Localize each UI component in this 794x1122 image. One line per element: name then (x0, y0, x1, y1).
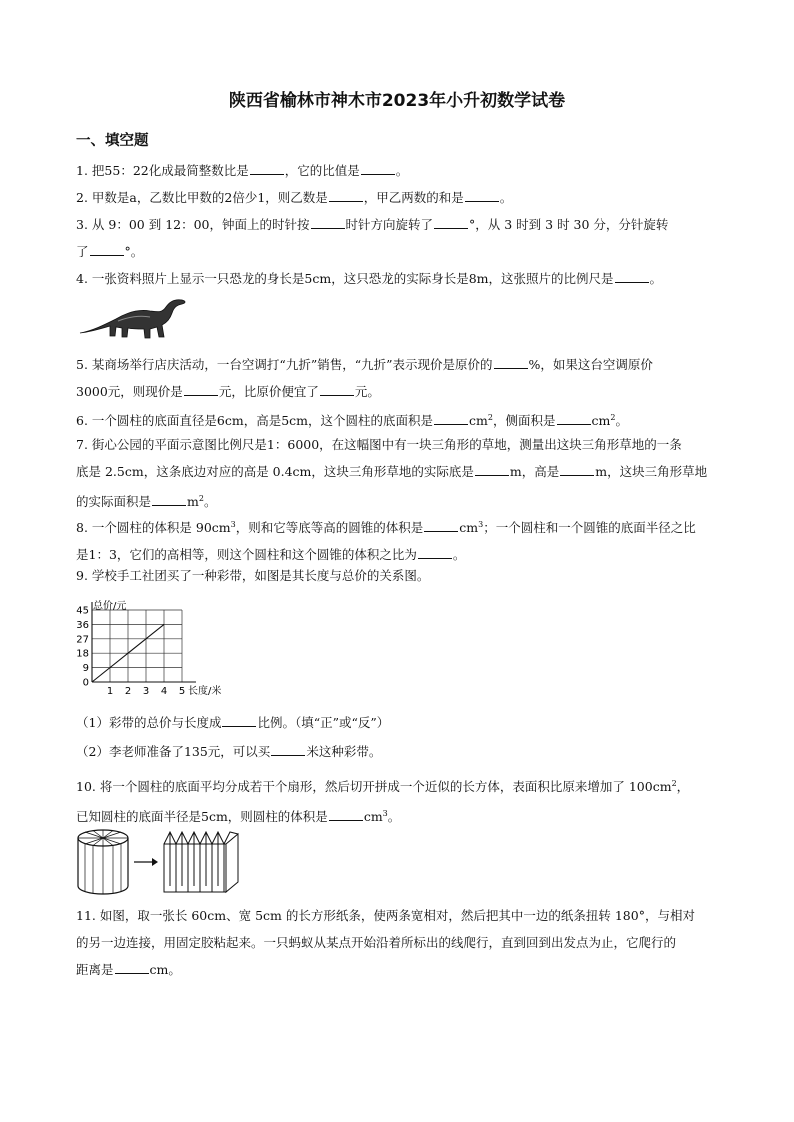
answer-blank[interactable] (271, 743, 305, 756)
question-4: 4. 一张资料照片上显示一只恐龙的身长是5cm，这只恐龙的实际身长是8m，这张照片的比例尺是 。 (76, 271, 663, 286)
answer-blank[interactable] (494, 356, 528, 369)
answer-blank[interactable] (418, 546, 452, 559)
question-9-part-2: （2）李老师准备了135元，可以买 米这种彩带。 (76, 744, 382, 759)
dinosaur-icon (78, 297, 188, 341)
question-10: 10. 将一个圆柱的底面平均分成若干个扇形，然后切开拼成一个近似的长方体，表面积比原来增加了 $100cm^2$， 已知圆柱的底面半径是5cm，则圆柱的体积是 $cm^3$。 (76, 779, 690, 825)
y-tick-label: 0 (82, 677, 89, 689)
answer-blank[interactable] (424, 519, 458, 532)
question-5: 5. 某商场举行店庆活动，一台空调打“九折”销售，“九折”表示现价是原价的 %，如果这台空调原价 3000元，则现价是 元，比原价便宜了 元。 (76, 357, 653, 399)
question-8: 8. 一个圆柱的体积是 $90cm^3$，则和它等底等高的圆锥的体积是 $cm^3$；一个圆柱和一个圆锥的底面半径之比 是1：3，它们的高相等，则这个圆柱和这个圆锥的体积之比为 。 (76, 520, 696, 563)
question-9: 9. 学校手工社团买了一种彩带，如图是其长度与总价的关系图。 (76, 568, 430, 583)
question-2: 2. 甲数是a，乙数比甲数的2倍少1，则乙数是 ，甲乙两数的和是 。 (76, 190, 513, 205)
page-title: 陕西省榆林市神木市2023年小升初数学试卷 (228, 91, 566, 111)
answer-blank[interactable] (152, 493, 186, 506)
answer-blank[interactable] (434, 412, 468, 425)
answer-blank[interactable] (184, 383, 218, 396)
y-axis-label: 总价/元 (93, 601, 127, 612)
cuboid-icon (164, 832, 238, 892)
right-arrow-icon (134, 858, 158, 866)
x-tick-label: 1 (106, 686, 114, 697)
cylinder-icon (78, 830, 128, 894)
y-tick-label: 18 (76, 648, 89, 660)
x-tick-label: 2 (124, 686, 132, 697)
answer-blank[interactable] (320, 383, 354, 396)
answer-blank[interactable] (311, 216, 345, 229)
answer-blank[interactable] (222, 714, 256, 727)
x-tick-label: 4 (160, 686, 168, 697)
x-tick-label: 3 (142, 686, 150, 697)
answer-blank[interactable] (329, 189, 363, 202)
cylinder-figure (76, 826, 242, 896)
y-tick-label: 45 (76, 605, 89, 617)
question-9-part-1: （1）彩带的总价与长度成 比例。（填“正”或“反”） (76, 715, 390, 730)
question-1: 1. 把55：22化成最简整数比是 ，它的比值是 。 (76, 163, 409, 178)
answer-blank[interactable] (90, 243, 124, 256)
question-11: 11. 如图，取一张长 60cm、宽 5cm 的长方形纸条，使两条宽相对，然后把其中一边的纸条扭转 180°，与相对 的另一边连接，用固定胶粘起来。一只蚂蚁从某点开始沿着所标出的线爬行，直到回到出发点为止，它爬行的 距离是 cm。 (76, 908, 695, 977)
question-6: 6. 一个圆柱的底面直径是6cm，高是5cm，这个圆柱的底面积是 $cm^2$，侧面积是 $cm^2$。 (76, 413, 628, 429)
question-3: 3. 从 9：00 到 12：00，钟面上的时针按 时针方向旋转了 °，从 3 时到 3 时 30 分，分针旋转 了 °。 (76, 217, 669, 259)
answer-blank[interactable] (115, 961, 149, 974)
question-7: 7. 街心公园的平面示意图比例尺是1：6000，在这幅图中有一块三角形的草地，测量出这块三角形草地的一条 底是 2.5cm，这条底边对应的高是 0.4cm，这块三角形草地的实际底是 m，高是 m，这块三角形草地 的实际面积是 $m^2$。 (76, 437, 708, 510)
answer-blank[interactable] (465, 189, 499, 202)
answer-blank[interactable] (361, 162, 395, 175)
answer-blank[interactable] (475, 463, 509, 476)
answer-blank[interactable] (434, 216, 468, 229)
answer-blank[interactable] (560, 463, 594, 476)
y-tick-label: 9 (82, 663, 89, 675)
x-tick-label: 5 (178, 686, 186, 697)
y-tick-label: 36 (76, 619, 89, 631)
answer-blank[interactable] (557, 412, 591, 425)
price-length-chart (76, 592, 246, 702)
answer-blank[interactable] (250, 162, 284, 175)
y-tick-label: 27 (76, 634, 89, 646)
answer-blank[interactable] (615, 270, 649, 283)
answer-blank[interactable] (329, 808, 363, 821)
x-axis-label: 长度/米 (188, 686, 222, 697)
section-heading: 一、填空题 (76, 133, 149, 149)
